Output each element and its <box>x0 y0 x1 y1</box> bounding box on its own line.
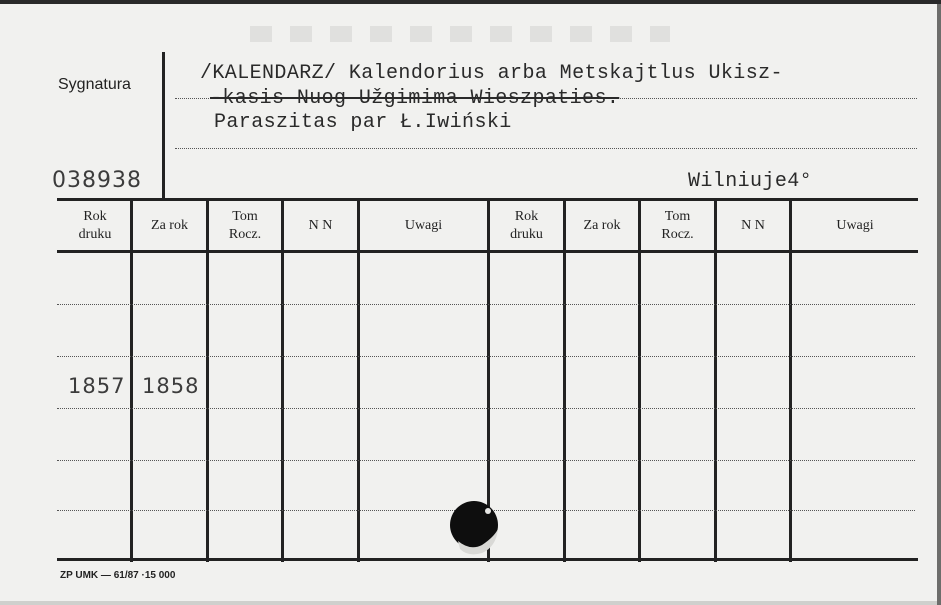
column-divider <box>130 200 133 562</box>
column-divider <box>357 200 360 562</box>
cell-za-rok: 1858 <box>142 374 200 398</box>
row-dotted-line <box>57 304 915 305</box>
column-divider <box>206 200 209 562</box>
footer-print-code: ZP UMK — 61/87 ·15 000 <box>60 570 176 581</box>
entry-heading: /KALENDARZ/ <box>200 62 349 85</box>
entry-line-2: -kasis Nuog Užgimima Wieszpaties. <box>210 87 620 110</box>
entry-line-3: Paraszitas par Ł.Iwiński <box>214 111 512 134</box>
card-edge <box>937 4 941 605</box>
header-tom-rocz: Tom Rocz. <box>228 209 262 242</box>
dotted-line <box>175 148 917 149</box>
header-nn: N N <box>308 218 333 233</box>
row-dotted-line <box>57 460 915 461</box>
header-uwagi-right: Uwagi <box>836 218 874 233</box>
row-dotted-line <box>57 356 915 357</box>
cell-rok-druku: 1857 <box>68 374 126 398</box>
header-tom-rocz-right: Tom Rocz. <box>661 209 694 242</box>
place-format: Wilniuje4° <box>688 170 813 193</box>
signature-divider <box>162 52 165 198</box>
header-uwagi: Uwagi <box>404 218 443 233</box>
header-rok-druku-right: Rok druku <box>510 209 543 242</box>
signature-label: Sygnatura <box>58 76 131 93</box>
header-za-rok: Za rok <box>151 218 188 233</box>
call-number: 038938 <box>52 168 142 193</box>
header-za-rok-right: Za rok <box>583 218 621 233</box>
column-divider <box>638 200 641 562</box>
entry-title: Kalendorius arba Metskajtlus Ukisz- <box>348 62 783 85</box>
header-nn-right: N N <box>741 218 765 233</box>
header-rok-druku: Rok druku <box>78 209 112 242</box>
show-through-text <box>250 26 670 42</box>
punch-hole <box>448 499 502 557</box>
row-dotted-line <box>57 408 915 409</box>
column-divider <box>714 200 717 562</box>
column-divider <box>789 200 792 562</box>
column-divider <box>563 200 566 562</box>
column-divider <box>281 200 284 562</box>
entry-line-1 <box>200 62 783 85</box>
